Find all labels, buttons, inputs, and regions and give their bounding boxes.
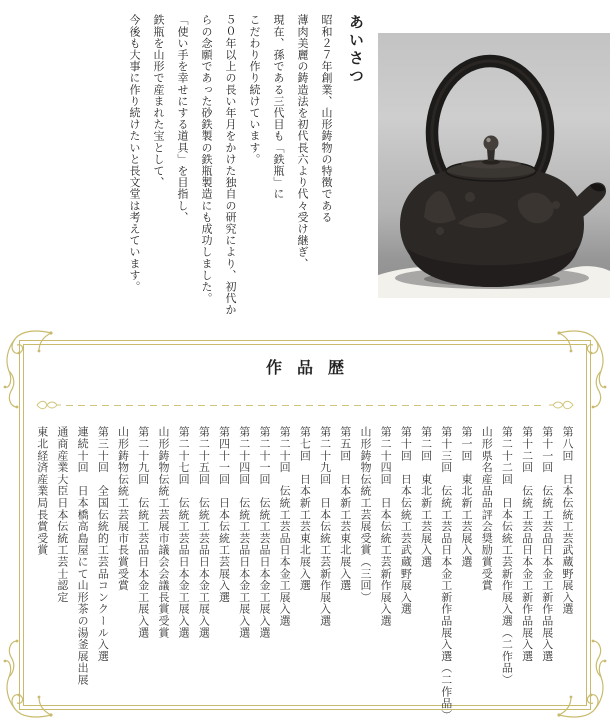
works-section (0, 329, 610, 723)
works-entry: 東北経済産業局長賞受賞 (35, 426, 48, 556)
works-entry: 第二十五回 伝統工芸品日本金工展入選 (197, 426, 210, 639)
works-entry: 第五回 日本新工芸東北展入選 (338, 426, 351, 592)
greeting-text (122, 14, 338, 336)
ornament-divider (36, 399, 574, 411)
works-entry: 第十一回 伝統工芸品日本金工新作品展入選 (540, 426, 553, 662)
works-entry: 第十二回 伝統工芸品日本金工新作品展入選 (520, 426, 533, 662)
works-entry: 第七回 日本新工芸東北展入選 (298, 426, 311, 592)
divider-line (66, 405, 544, 406)
divider-ornament-icon (36, 399, 62, 411)
kettle-photo (378, 33, 610, 298)
works-entry: 第八回 日本伝統工芸武蔵野展入選 (561, 426, 573, 615)
works-entry: 第一回 東北新工芸展入選 (459, 426, 472, 568)
greeting-line: 昭和２７年創業、山形鋳物の特徴である (320, 14, 332, 223)
works-entry: 第二十回 伝統工芸品日本金工展入選 (278, 426, 291, 627)
works-entry: 第三十回 全国伝統的工芸品コンクール入選 (96, 426, 109, 662)
works-entry: 第二十二回 日本伝統工芸新作展入選（二作品） (500, 426, 513, 686)
greeting-title: あいさつ (347, 14, 363, 86)
greeting-line: 「使い手を幸せにする道具」を目指し、 (176, 14, 188, 223)
greeting-line: ５０年以上の長い年月をかけた独自の研究により、初代か (224, 14, 236, 316)
works-entry: 山形鋳物伝統工芸展受賞（三回） (358, 426, 371, 603)
works-entry: 第十三回 伝統工芸品日本金工新作品展入選（二作品） (439, 426, 452, 721)
works-entry: 第二十一回 伝統工芸品日本金工展入選 (257, 426, 270, 639)
works-entry: 第二回 東北新工芸展入選 (419, 426, 432, 568)
kettle-body (400, 169, 584, 287)
works-list (32, 426, 577, 721)
works-entry: 第二十四回 日本伝統工芸新作展入選 (379, 426, 392, 627)
works-entry: 第二十九回 日本伝統工芸新作展入選 (318, 426, 331, 627)
kettle-illustration (378, 33, 610, 298)
greeting-line: 今後も大事に作り続けたいと長文堂は考えています。 (128, 14, 140, 293)
greeting-line: らの念願であった砂鉄製の鉄瓶製造にも成功しました。 (200, 14, 212, 304)
works-entry: 山形鋳物伝統工芸展市議会会議長賞受賞 (156, 426, 169, 639)
greeting-section (122, 14, 372, 336)
works-entry: 第四十一回 日本伝統工芸展入選 (217, 426, 230, 603)
greeting-line: 鉄瓶を山形で産まれた宝として、 (152, 14, 164, 188)
works-entry: 連続十回 日本橋高島屋にて山形茶の湯釜展出展 (76, 426, 89, 686)
works-entry: 第二十七回 伝統工芸品日本金工展入選 (177, 426, 190, 639)
greeting-line: 現在、孫である三代目も「鉄瓶」に (272, 14, 284, 200)
divider-ornament-icon (548, 399, 574, 411)
works-title: 作品歴 (265, 360, 359, 377)
greeting-line: 薄肉美麗の鋳造法を初代長六より代々受け継ぎ、 (296, 14, 308, 270)
works-entry: 第二十九回 伝統工芸品日本金工展入選 (136, 426, 149, 639)
works-entry: 山形県名産品品評会奨励賞受賞 (480, 426, 493, 592)
works-entry: 第二十四回 伝統工芸品日本金工展入選 (237, 426, 250, 639)
greeting-line: こだわり作り続けています。 (248, 14, 260, 165)
works-entry: 山形鋳物伝統工芸展市長賞受賞 (116, 426, 129, 592)
works-entry: 第十回 日本伝統工芸武蔵野展入選 (399, 426, 412, 615)
works-entry: 通商産業大臣日本伝統工芸士認定 (55, 426, 68, 603)
